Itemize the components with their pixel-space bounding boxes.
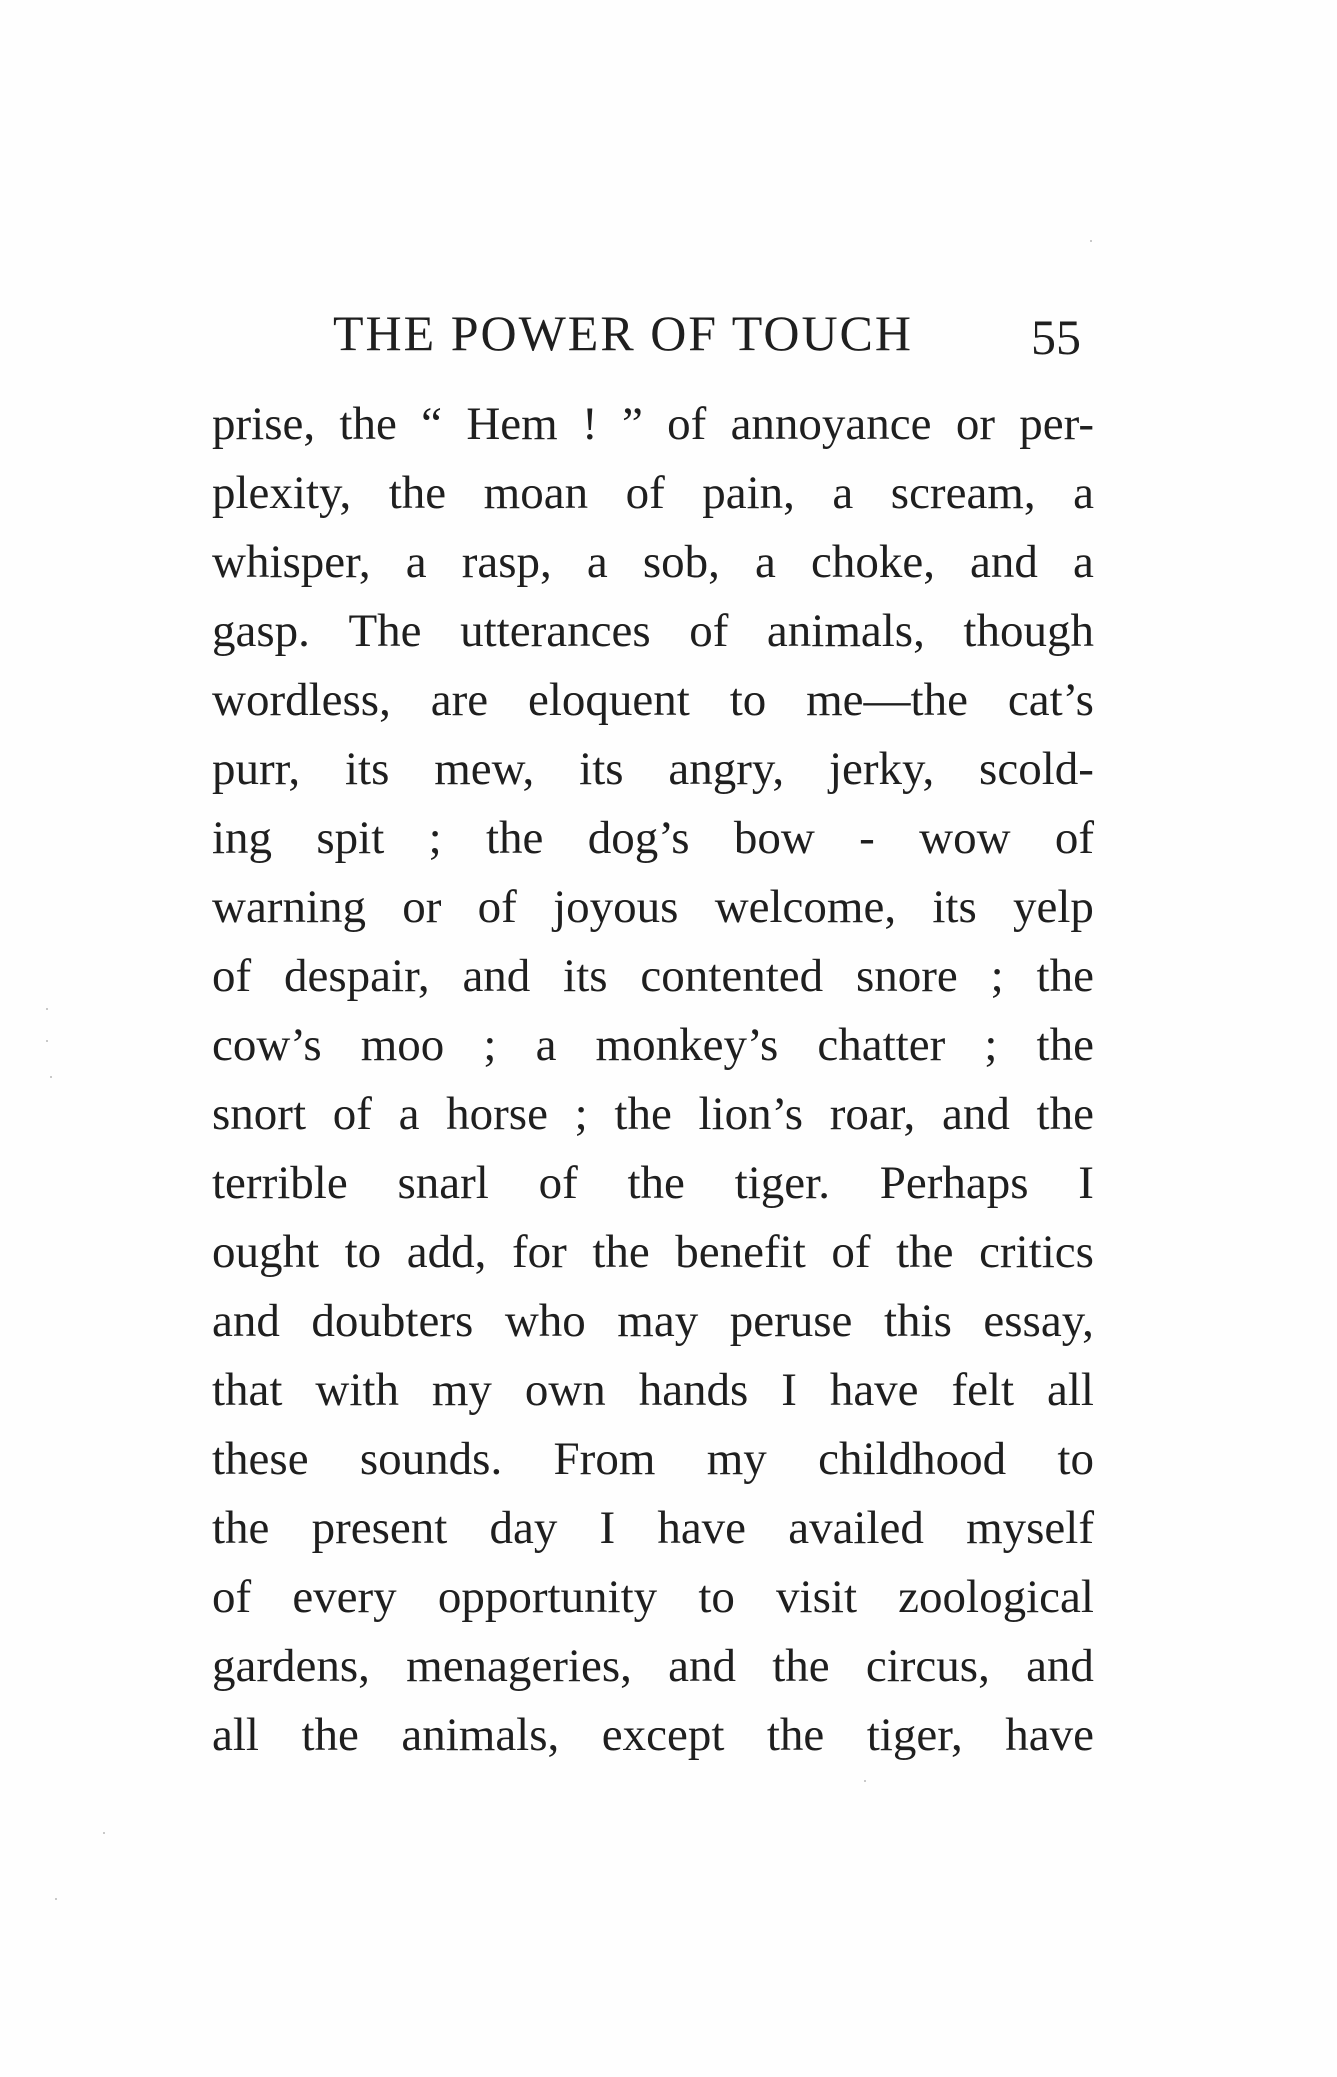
word: moan — [483, 467, 589, 519]
word: jerky, — [828, 743, 935, 795]
word: mew, — [434, 743, 535, 795]
word: ” — [621, 398, 643, 450]
word: dog’s — [587, 812, 690, 864]
word: felt — [951, 1364, 1015, 1416]
word: of — [212, 1571, 252, 1623]
word: hands — [638, 1364, 749, 1416]
word: the — [766, 1709, 825, 1761]
word: a — [586, 536, 608, 588]
word: zoological — [898, 1571, 1094, 1623]
word: gasp. — [212, 605, 310, 657]
word: of — [1054, 812, 1094, 864]
word: ing — [212, 812, 273, 864]
word: myself — [966, 1502, 1094, 1554]
word: and — [941, 1088, 1010, 1140]
word: terrible — [212, 1157, 348, 1209]
word: the — [1036, 1019, 1094, 1071]
word: of — [625, 467, 665, 519]
paper-speck — [55, 1898, 57, 1900]
word: its — [563, 950, 608, 1002]
text-line — [212, 873, 1094, 942]
word: of — [332, 1088, 372, 1140]
word: this — [883, 1295, 952, 1347]
word: contented — [640, 950, 824, 1002]
word: its — [345, 743, 390, 795]
word: angry, — [668, 743, 785, 795]
word: or — [955, 398, 995, 450]
text-line — [212, 1356, 1094, 1425]
word: tiger, — [866, 1709, 963, 1761]
word: and — [212, 1295, 280, 1347]
word: the — [301, 1709, 359, 1761]
word: rasp, — [461, 536, 552, 588]
paper-speck — [864, 1780, 866, 1782]
word: per- — [1019, 398, 1094, 450]
text-line — [212, 1080, 1094, 1149]
word: a — [1073, 467, 1094, 519]
word: From — [553, 1433, 656, 1485]
word: annoyance — [730, 398, 932, 450]
word: for — [511, 1226, 567, 1278]
word: with — [315, 1364, 399, 1416]
word: benefit — [675, 1226, 806, 1278]
word: lion’s — [698, 1088, 804, 1140]
text-line — [212, 1287, 1094, 1356]
word: and — [970, 536, 1038, 588]
word: and — [668, 1640, 736, 1692]
word: have — [1005, 1709, 1094, 1761]
text-line — [212, 528, 1094, 597]
text-line — [212, 1563, 1094, 1632]
word: a — [1073, 536, 1094, 588]
word: present — [311, 1502, 448, 1554]
word: cat’s — [1007, 674, 1094, 726]
word: its — [579, 743, 624, 795]
word: ; — [483, 1019, 497, 1071]
word: and — [1026, 1640, 1094, 1692]
word: a — [832, 467, 854, 519]
text-line — [212, 942, 1094, 1011]
word: sob, — [642, 536, 720, 588]
text-line — [212, 597, 1094, 666]
text-line — [212, 735, 1094, 804]
word: roar, — [829, 1088, 916, 1140]
word: menageries, — [406, 1640, 632, 1692]
word: the — [896, 1226, 954, 1278]
word: warning — [212, 881, 367, 933]
word: tiger. — [734, 1157, 830, 1209]
word: may — [617, 1295, 699, 1347]
text-line — [212, 1149, 1094, 1218]
word: ; — [574, 1088, 588, 1140]
word: Hem — [466, 398, 558, 450]
word: the — [592, 1226, 650, 1278]
word: have — [829, 1364, 919, 1416]
text-line — [212, 1425, 1094, 1494]
word: my — [706, 1433, 767, 1485]
word: snarl — [397, 1157, 489, 1209]
paper-speck — [1090, 240, 1092, 242]
word: are — [430, 674, 489, 726]
word: snore — [855, 950, 958, 1002]
running-head — [333, 298, 1081, 368]
word: opportunity — [437, 1571, 658, 1623]
word: eloquent — [527, 674, 690, 726]
word: ; — [428, 812, 442, 864]
word: doubters — [311, 1295, 474, 1347]
word: sounds. — [359, 1433, 503, 1485]
word: chatter — [817, 1019, 946, 1071]
word: Perhaps — [879, 1157, 1029, 1209]
word: ; — [984, 1019, 998, 1071]
word: my — [431, 1364, 492, 1416]
word: though — [963, 605, 1094, 657]
word: availed — [788, 1502, 924, 1554]
word: and — [462, 950, 531, 1002]
word: The — [348, 605, 422, 657]
word: own — [524, 1364, 606, 1416]
word: I — [1078, 1157, 1094, 1209]
text-line — [212, 666, 1094, 735]
word: except — [601, 1709, 725, 1761]
word: plexity, — [212, 467, 352, 519]
word: despair, — [284, 950, 430, 1002]
word: scream, — [890, 467, 1036, 519]
text-line — [212, 390, 1094, 459]
text-line — [212, 804, 1094, 873]
word: or — [402, 881, 442, 933]
word: I — [781, 1364, 797, 1416]
word: animals, — [401, 1709, 560, 1761]
word: add, — [406, 1226, 487, 1278]
word: critics — [979, 1226, 1094, 1278]
word: to — [698, 1571, 735, 1623]
text-line — [212, 459, 1094, 528]
word: ! — [581, 398, 598, 450]
body-text — [212, 390, 1094, 1770]
word: scold- — [979, 743, 1094, 795]
word: the — [1036, 950, 1094, 1002]
word: “ — [421, 398, 443, 450]
word: gardens, — [212, 1640, 370, 1692]
word: peruse — [729, 1295, 853, 1347]
text-line — [212, 1632, 1094, 1701]
word: ; — [990, 950, 1004, 1002]
word: the — [772, 1640, 830, 1692]
word: the — [212, 1502, 270, 1554]
word: the — [1036, 1088, 1094, 1140]
word: animals, — [766, 605, 925, 657]
word: a — [535, 1019, 557, 1071]
word: ought — [212, 1226, 320, 1278]
word: who — [504, 1295, 586, 1347]
page-number: 55 — [1031, 309, 1081, 365]
word: of — [538, 1157, 578, 1209]
text-line — [212, 1701, 1094, 1770]
word: - — [859, 812, 875, 864]
word: whisper, — [212, 536, 371, 588]
word: yelp — [1013, 881, 1094, 933]
word: visit — [776, 1571, 858, 1623]
paper-speck — [46, 1040, 48, 1042]
word: snort — [212, 1088, 306, 1140]
word: circus, — [865, 1640, 990, 1692]
running-title: THE POWER OF TOUCH — [333, 305, 914, 361]
word: of — [212, 950, 252, 1002]
word: that — [212, 1364, 283, 1416]
word: day — [489, 1502, 558, 1554]
word: I — [599, 1502, 616, 1554]
word: welcome, — [714, 881, 897, 933]
word: these — [212, 1433, 309, 1485]
word: essay, — [983, 1295, 1094, 1347]
text-line — [212, 1218, 1094, 1287]
word: choke, — [810, 536, 935, 588]
word: of — [831, 1226, 871, 1278]
word: every — [292, 1571, 397, 1623]
word: its — [932, 881, 977, 933]
word: all — [212, 1709, 259, 1761]
word: purr, — [212, 743, 301, 795]
word: me—the — [806, 674, 968, 726]
word: the — [388, 467, 447, 519]
word: a — [755, 536, 776, 588]
word: to — [1057, 1433, 1094, 1485]
word: all — [1047, 1364, 1094, 1416]
word: cow’s — [212, 1019, 322, 1071]
paper-speck — [103, 1832, 105, 1834]
word: joyous — [553, 881, 679, 933]
word: utterances — [460, 605, 651, 657]
word: to — [344, 1226, 382, 1278]
word: of — [667, 398, 707, 450]
word: horse — [446, 1088, 548, 1140]
paper-speck — [46, 1008, 48, 1010]
paper-speck — [50, 1076, 52, 1078]
word: moo — [360, 1019, 445, 1071]
word: bow — [733, 812, 815, 864]
word: pain, — [702, 467, 795, 519]
text-line — [212, 1494, 1094, 1563]
word: a — [405, 536, 427, 588]
word: wordless, — [212, 674, 391, 726]
word: a — [398, 1088, 420, 1140]
word: prise, — [212, 398, 316, 450]
word: wow — [919, 812, 1011, 864]
word: spit — [316, 812, 385, 864]
word: childhood — [818, 1433, 1007, 1485]
word: monkey’s — [595, 1019, 779, 1071]
word: of — [689, 605, 729, 657]
word: to — [729, 674, 767, 726]
text-line — [212, 1011, 1094, 1080]
word: the — [485, 812, 544, 864]
word: of — [477, 881, 517, 933]
word: the — [614, 1088, 672, 1140]
word: the — [627, 1157, 685, 1209]
word: have — [657, 1502, 747, 1554]
word: the — [339, 398, 397, 450]
